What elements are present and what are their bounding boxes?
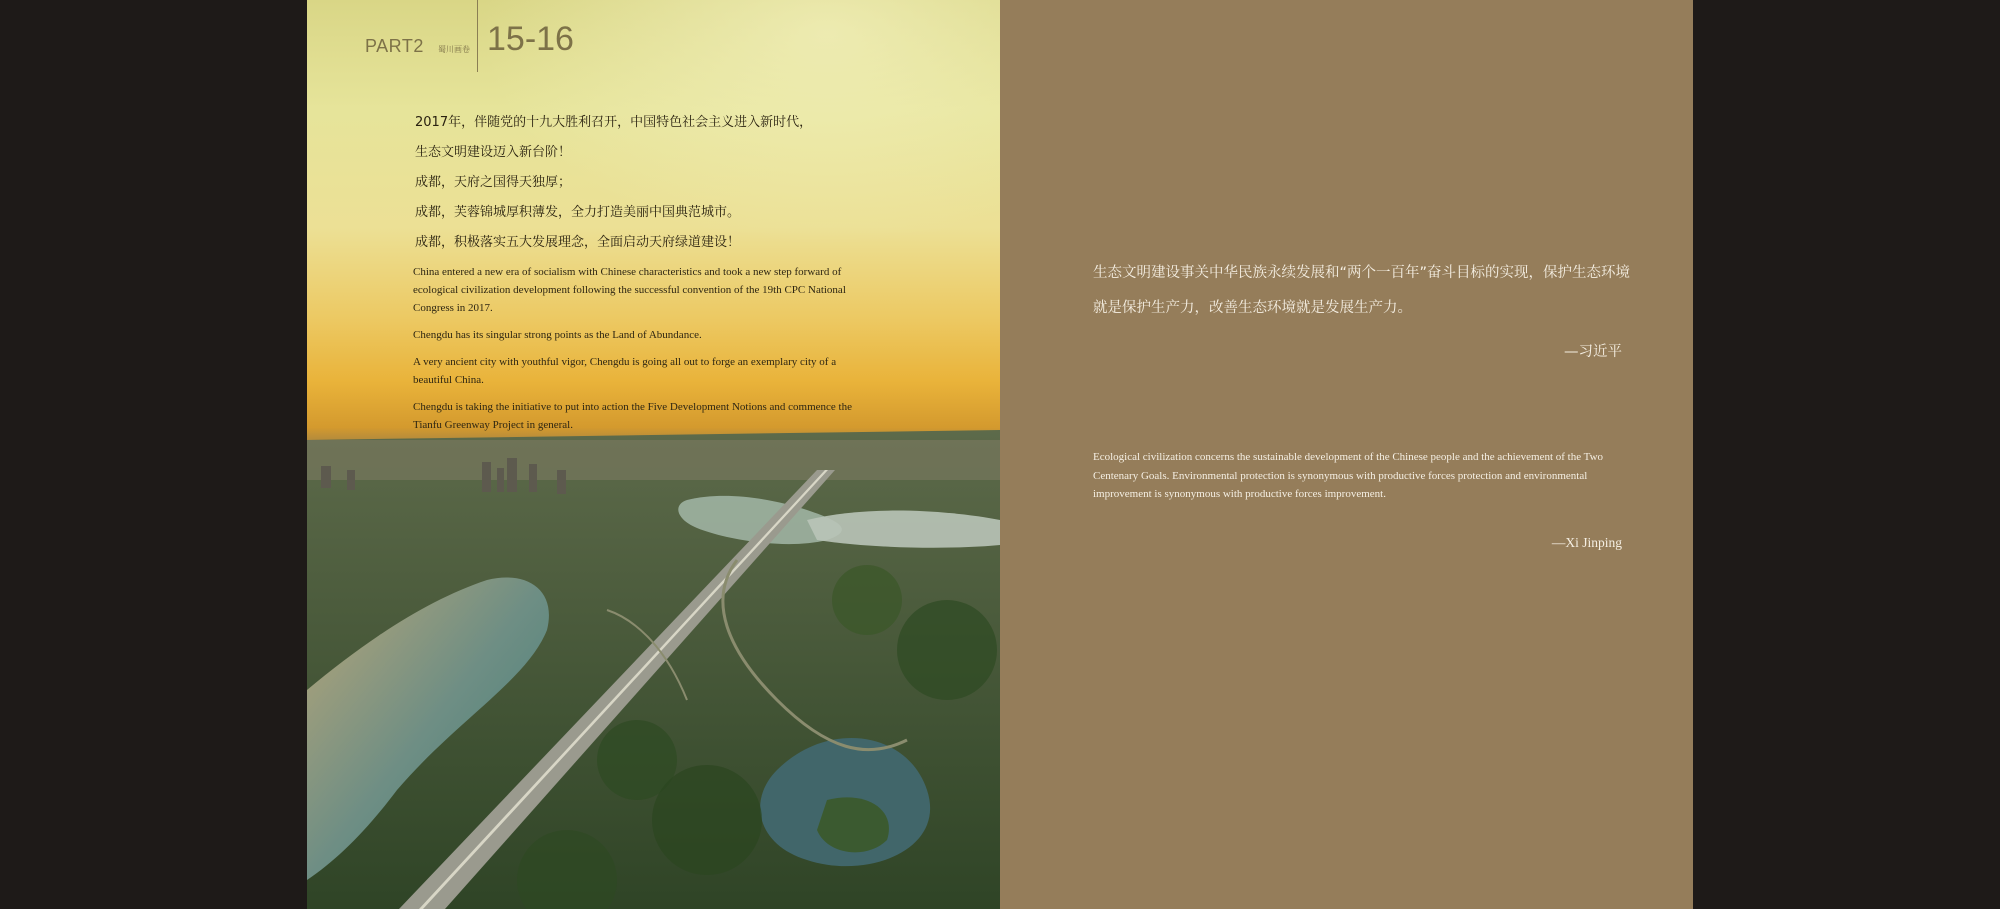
left-page <box>307 0 1000 909</box>
chinese-intro-text <box>415 108 875 258</box>
attribution-chinese: —习近平 <box>1564 344 1622 360</box>
cn-line: 成都，积极落实五大发展理念，全面启动天府绿道建设！ <box>415 235 741 250</box>
cn-line: 成都，天府之国得天独厚； <box>415 175 572 190</box>
en-paragraph: Chengdu has its singular strong points as the Land of Abundance. <box>413 329 702 341</box>
right-page <box>1000 0 1693 909</box>
cn-line: 生态文明建设迈入新台阶！ <box>415 145 572 160</box>
attribution-english: —Xi Jinping <box>1551 535 1622 550</box>
section-label: 蜀川画卷 <box>438 45 470 54</box>
en-paragraph: A very ancient city with youthful vigor, Chengdu is going all out to forge an exemplary city of a beautiful China. <box>413 356 837 386</box>
quote-english: Ecological civilization concerns the sustainable development of the Chinese people and the achievement of the Two Centenary Goals. Environmental protection is synonymous with productive forces protection and environmental improvement is synonymous with productive forces improvement. <box>1093 451 1604 500</box>
header-divider <box>477 0 478 72</box>
part-label: PART2 <box>365 36 424 56</box>
cn-line: 2017年，伴随党的十九大胜利召开，中国特色社会主义进入新时代， <box>415 115 813 130</box>
english-intro-text <box>413 263 853 443</box>
en-paragraph: Chengdu is taking the initiative to put into action the Five Development Notions and commence the Tianfu Greenway Project in general. <box>413 401 852 431</box>
quote-chinese: 生态文明建设事关中华民族永续发展和“两个一百年”奋斗目标的实现，保护生态环境就是保护生产力，改善生态环境就是发展生产力。 <box>1093 265 1631 316</box>
en-paragraph: China entered a new era of socialism with Chinese characteristics and took a new step forward of ecological civilization development following the successful convention of the 19th CPC National Congress in 2017. <box>413 266 846 314</box>
magazine-spread <box>307 0 1693 909</box>
cn-line: 成都，芙蓉锦城厚积薄发，全力打造美丽中国典范城市。 <box>415 205 741 220</box>
page-numbers: 15-16 <box>487 20 574 58</box>
